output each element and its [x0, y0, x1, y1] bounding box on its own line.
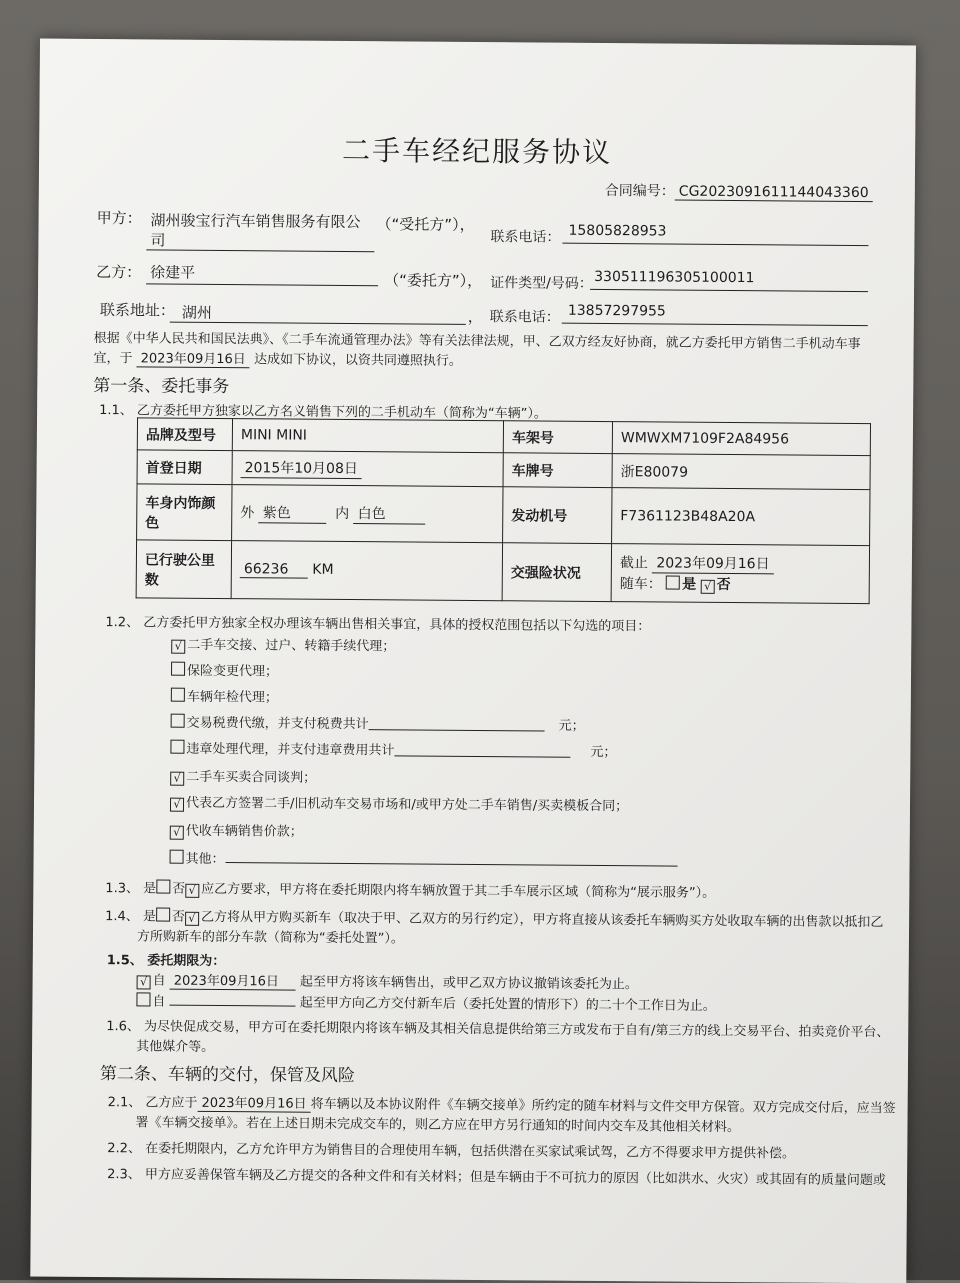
contract-number-value: CG20230916111440433​60: [675, 184, 873, 203]
party-a-label: 甲方：: [96, 209, 142, 228]
party-b-name-line: [146, 283, 378, 286]
color-cell: 外 紫色 内 白色: [232, 485, 503, 543]
interior-color: 白色: [354, 503, 426, 525]
clause-1-6-cont: 其他媒介等。: [136, 1039, 215, 1055]
authorization-item: [171, 660, 278, 680]
contract-number: 合同编号： CG20230916111440433​60: [605, 180, 873, 202]
party-a-name-2: 司: [150, 231, 166, 250]
party-b-id-line: [590, 289, 868, 292]
plate-label: 车牌号: [503, 453, 612, 488]
authorization-item-text: 代收车辆销售价款；: [185, 823, 303, 840]
color-label: 车身内饰颜色: [137, 484, 232, 541]
vin-value: WMWXM7109F2A84956: [612, 422, 870, 456]
party-a-underline: [146, 249, 374, 252]
plate-value: 浙E80079: [612, 454, 870, 490]
clause-1-1: 1.1、 乙方委托甲方独家以乙方名义销售下列的二手机动车（简称为“车辆”）。: [99, 403, 547, 422]
party-b-address-label: 联系地址：: [99, 301, 175, 320]
party-b-phone-line: [562, 323, 868, 326]
clause-1-2: 1.2、 乙方委托甲方独家全权办理该车辆出售相关事宜，具体的授权范围包括以下勾选的项目：: [105, 615, 651, 635]
exterior-color: 紫色: [259, 502, 327, 524]
authorization-item-text: 交易税费代缴，并支付税费共计: [186, 715, 369, 733]
party-a-role: （“受托方”），: [376, 215, 475, 234]
authorization-item-text: 保险变更代理；: [186, 663, 279, 680]
term-option-b: 自 起至甲方向乙方交付新车后（委托处置的情形下）的二十个工作日为止。: [136, 989, 715, 1014]
intro-line-2: 宜，于 2023年09月16日 达成如下协议，以资共同遵照执行。: [93, 347, 462, 370]
clause-2-2: 2.2、 在委托期限内，乙方允许甲方为销售目的合理使用车辆，包括供潜在买家试乘试驾，乙方不得要求甲方提供补偿。: [107, 1141, 796, 1162]
term-start-date: 2023年09月16日: [170, 970, 296, 991]
party-b-role: （“委托方”），: [384, 271, 483, 291]
clause-1-6: 1.6、 为尽快促成交易，甲方可在委托期限内将该车辆及其相关信息提供给第三方或发布于自有/第三方的线上交易平台、拍卖竞价平台、: [106, 1019, 890, 1041]
party-a-phone-line: [562, 243, 868, 246]
agreement-date: 2023年09月16日: [137, 347, 250, 368]
contract-paper: [30, 39, 916, 1283]
party-b-name: 徐建平: [150, 263, 196, 282]
insurance-no-checkbox: √: [701, 580, 715, 594]
party-b-address-line: [170, 322, 466, 325]
clause-1-3-yes-checkbox: [156, 879, 170, 893]
clause-2-1: 2.1、 乙方应于 2023年09月16日 将车辆以及本协议附件《车辆交接单》所约定的随车材料与文件交甲方保管。双方完成交付后，应当签: [108, 1091, 896, 1117]
reg-date-cell: [232, 451, 503, 487]
term-a-checkbox: √: [137, 975, 151, 989]
article-2-heading: 第二条、车辆的交付，保管及风险: [99, 1064, 355, 1087]
authorization-checkbox: √: [170, 772, 184, 786]
authorization-item: [171, 634, 395, 656]
insurance-label: 交强险状况: [502, 543, 611, 602]
clause-2-1-cont: 署《车辆交接单》。若在上述日期未完成交车的，则乙方应在甲方另行通知的时间内交车及其他相关材料。: [135, 1115, 741, 1136]
authorization-item: [170, 848, 225, 867]
clause-1-4: 1.4、 是 否 √ 乙方将从甲方购买新车（取决于甲、乙双方的另行约定），甲方将直接从该委托车辆购买方处收取车辆的出售款以抵扣乙: [105, 909, 884, 931]
other-line: [226, 862, 678, 867]
intro-line-1: 根据《中华人民共和国民法典》、《二手车流通管理办法》等有关法律法规，甲、乙双方经友好协商，就乙方委托甲方销售二手机动车事: [93, 330, 861, 353]
authorization-item: [170, 792, 628, 816]
party-b-label: 乙方：: [96, 263, 142, 282]
term-option-a: √ 自 2023年09月16日 起至甲方将该车辆售出，或甲乙双方协议撤销该委托为止。: [137, 969, 638, 993]
authorization-checkbox: [170, 740, 184, 754]
authorization-checkbox: √: [170, 826, 184, 840]
authorization-checkbox: [171, 714, 185, 728]
authorization-item-text: 违章处理代理，并支付违章费用共计: [186, 741, 395, 759]
vin-label: 车架号: [503, 421, 612, 454]
authorization-item-text: 二手车买卖合同谈判；: [186, 769, 317, 786]
brand-label: 品牌及型号: [137, 418, 232, 451]
insurance-yes-checkbox: [666, 575, 680, 589]
authorization-checkbox: [171, 688, 185, 702]
authorization-checkbox: [171, 662, 185, 676]
party-b-phone: 13857297955: [567, 302, 666, 320]
authorization-item-text: 其他：: [185, 851, 225, 868]
vehicle-table: [136, 417, 871, 604]
insurance-cell: 截止 2023年09月16日 随车： 是 √ 否: [611, 544, 869, 604]
clause-1-4-no-checkbox: √: [185, 912, 199, 926]
party-a-phone-label: 联系电话：: [490, 229, 561, 246]
party-b-phone-label: 联系电话：: [489, 309, 560, 326]
reg-date-label: 首登日期: [137, 450, 232, 485]
authorization-item-suffix: 元；: [590, 744, 617, 761]
term-b-checkbox: [136, 992, 150, 1006]
authorization-item: [171, 686, 278, 706]
party-b-address: 湖州: [181, 303, 212, 322]
party-a-name-1: 湖州骏宝行汽车销售服务有限公: [150, 211, 361, 232]
clause-1-3: 1.3、 是 否 √ 应乙方要求，甲方将在委托期限内将车辆放置于其二手车展示区域（简称为“展示服务”）。: [105, 881, 716, 901]
article-1-heading: 第一条、委托事务: [93, 375, 230, 398]
brand-value: MINI MINI: [232, 419, 503, 453]
party-a-phone: 15805828953: [568, 222, 667, 240]
clause-1-3-no-checkbox: √: [185, 884, 199, 898]
mileage-value: 66236: [240, 561, 308, 579]
reg-date-value: 2015年10月08日: [241, 457, 362, 479]
clause-1-5-heading: 1.5、 委托期限为：: [106, 953, 226, 970]
authorization-checkbox: √: [171, 640, 185, 654]
engine-value: F7361123B48A20A: [612, 488, 870, 546]
clause-1-4-yes-checkbox: [156, 907, 170, 921]
clause-1-4-cont: 方所购新车的部分车款（简称为“委托处置”）。: [136, 929, 404, 947]
document-title: 二手车经纪服务协议: [341, 133, 613, 170]
mileage-cell: 66236 KM: [231, 541, 502, 601]
authorization-checkbox: √: [170, 798, 184, 812]
party-b-id-label: 证件类型/号码：: [490, 275, 593, 292]
authorization-item: [170, 766, 316, 787]
insurance-date: 2023年09月16日: [652, 552, 773, 574]
authorization-item-suffix: 元；: [558, 718, 585, 734]
authorization-item-text: 二手车交接、过户、转籍手续代理；: [187, 637, 396, 655]
party-b-id: 330511196305100011: [594, 268, 755, 287]
engine-label: 发动机号: [503, 487, 612, 544]
authorization-item-text: 车辆年检代理；: [186, 689, 278, 706]
comma: ，: [467, 307, 483, 327]
delivery-date: 2023年09月16日: [197, 1092, 310, 1113]
authorization-item: [170, 820, 303, 841]
mileage-label: 已行驶公里数: [136, 540, 231, 599]
authorization-item-text: 代表乙方签署二手/旧机动车交易市场和/或甲方处二手车销售/买卖模板合同；: [185, 795, 629, 815]
authorization-checkbox: [170, 850, 184, 864]
clause-2-3: 2.3、 甲方应妥善保管车辆及乙方提交的各种文件和有关材料；但是车辆由于不可抗力的原因（比如洪水、火灾）或其固有的质量问题或: [107, 1167, 886, 1189]
term-b-blank: [170, 990, 296, 1007]
